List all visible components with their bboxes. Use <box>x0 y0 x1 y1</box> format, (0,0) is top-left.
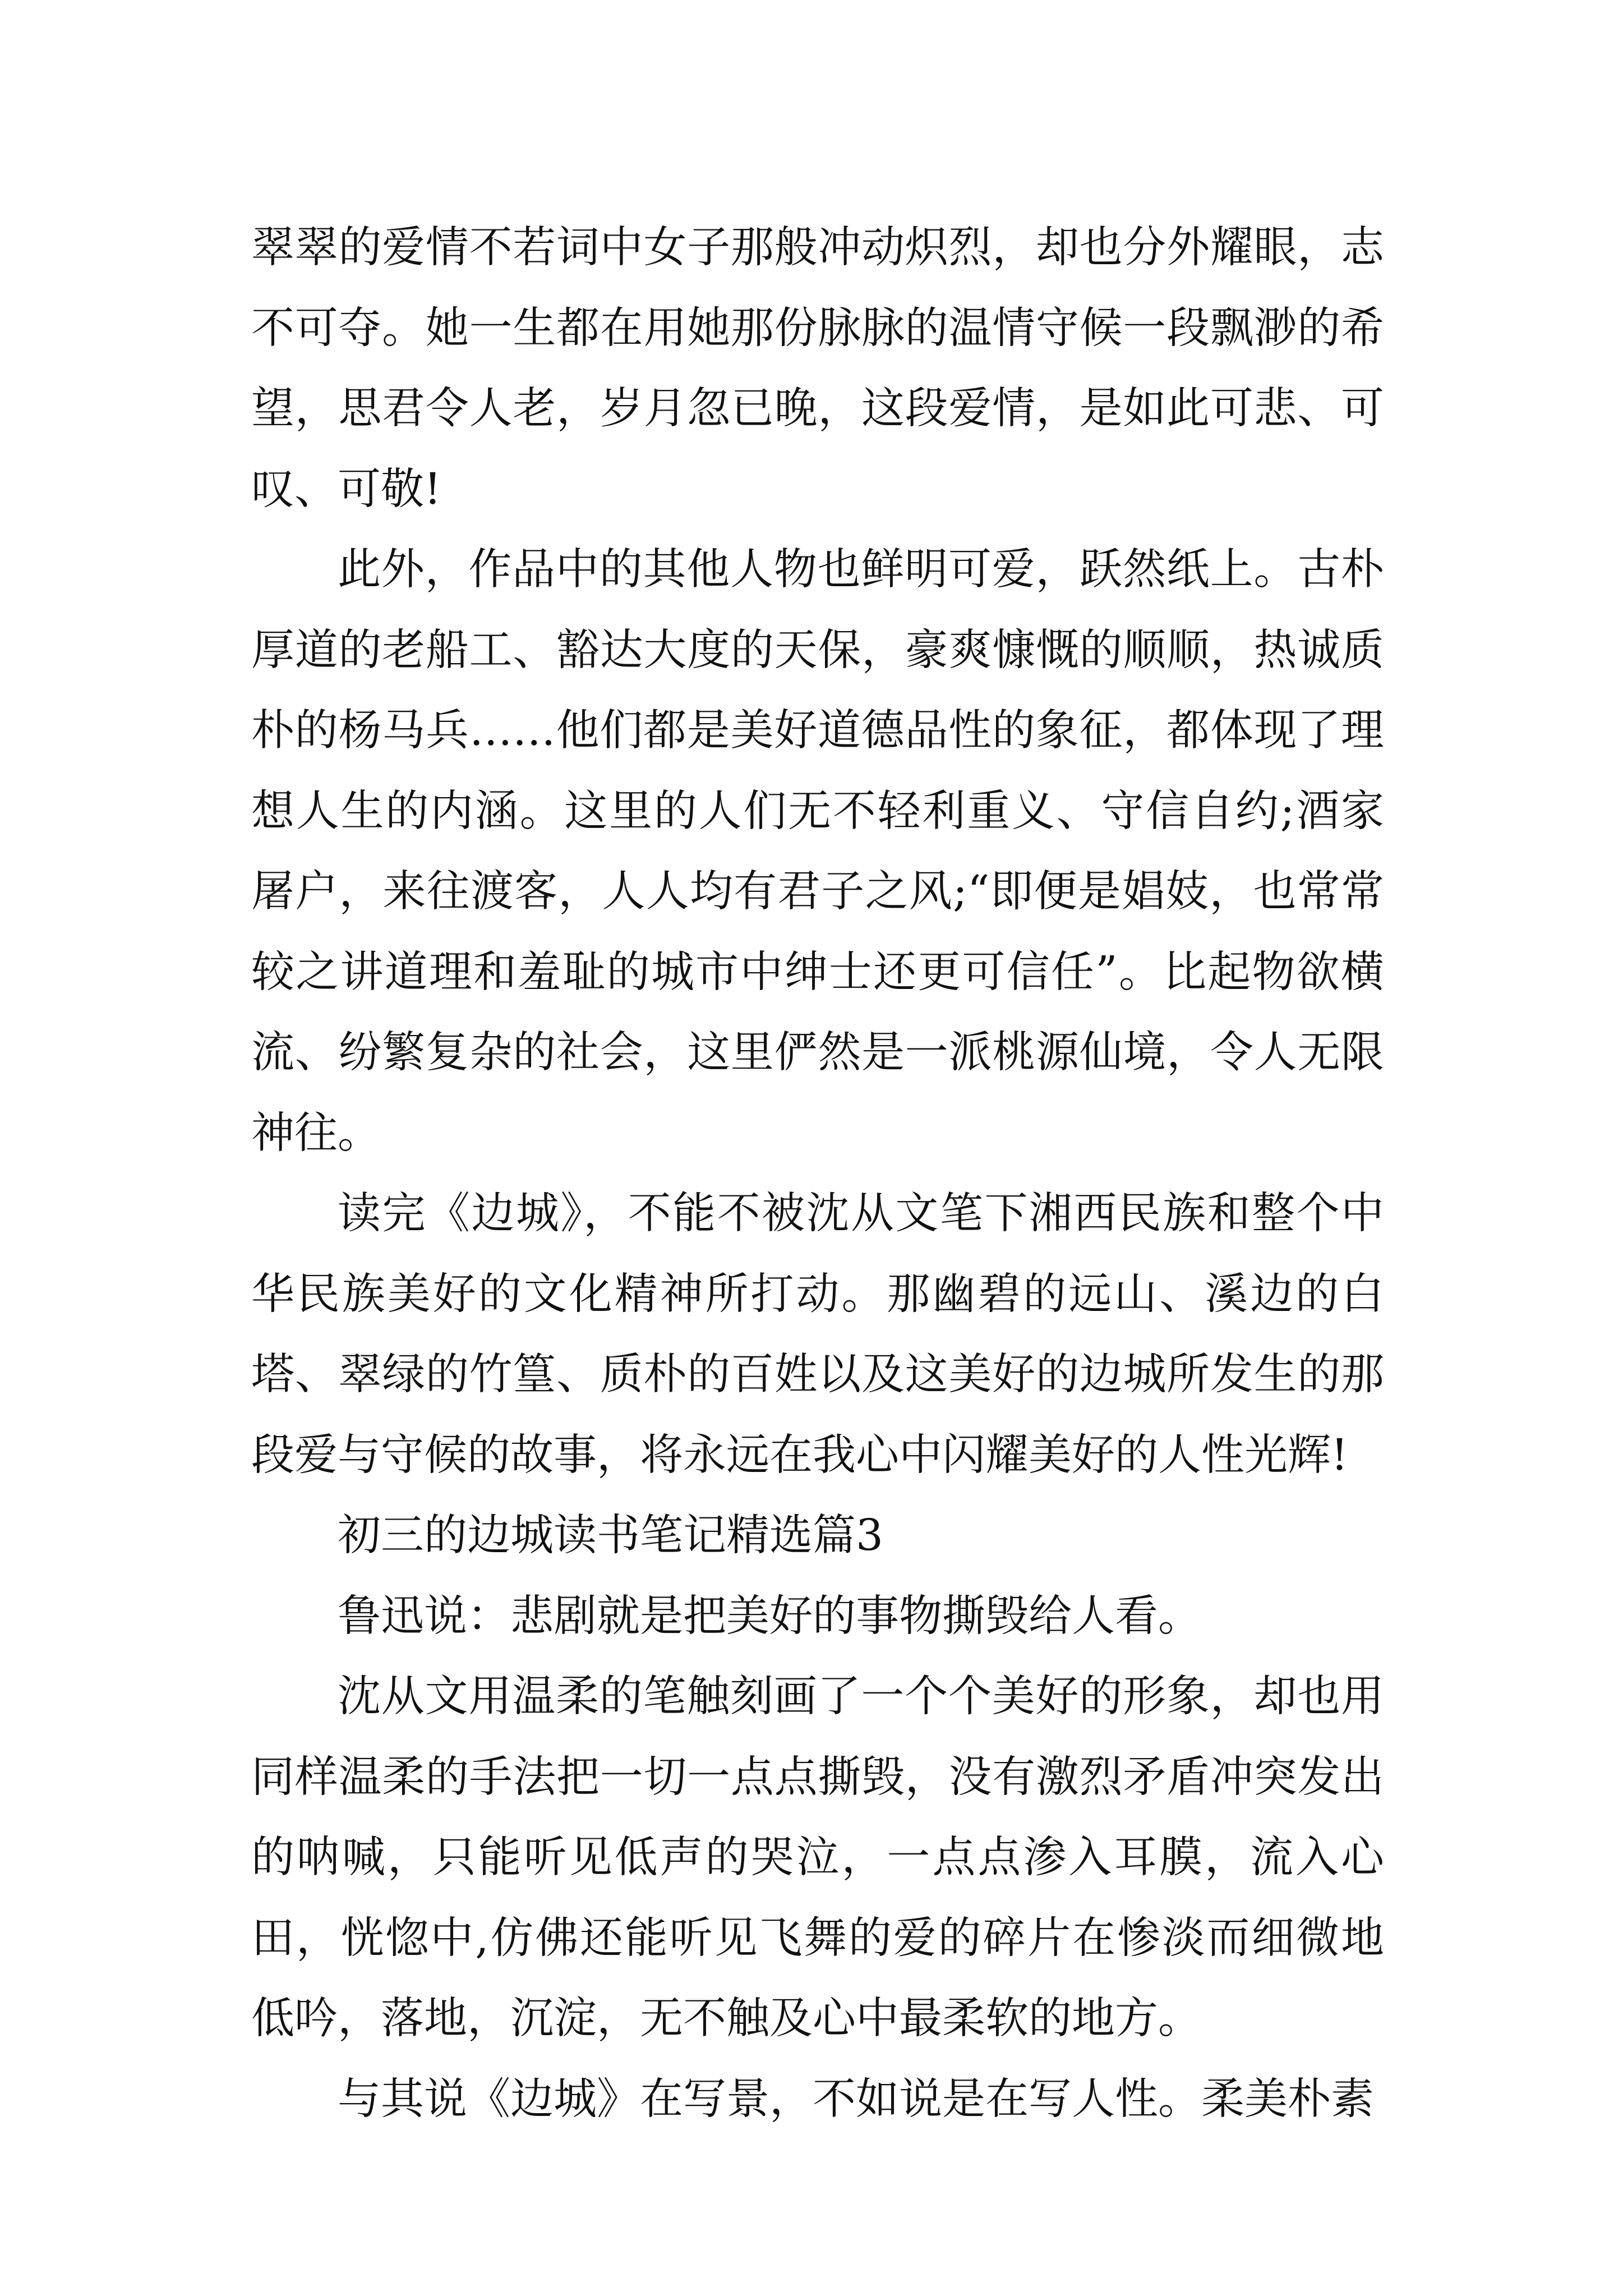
document-body <box>251 208 1384 2139</box>
paragraph-shen-congwen: 沈从文用温柔的笔触刻画了一个个美好的形象，却也用同样温柔的手法把一切一点点撕毁，没有激烈矛盾冲突发出的呐喊，只能听见低声的哭泣，一点点渗入耳膜，流入心田，恍惚中,仿佛还能听见飞舞的爱的碎片在惨淡而细微地低吟，落地，沉淀，无不触及心中最柔软的地方。 <box>251 1672 1384 2044</box>
paragraph-after-reading: 读完《边城》，不能不被沈从文笔下湘西民族和整个中华民族美好的文化精神所打动。那幽碧的远山、溪边的白塔、翠绿的竹篁、质朴的百姓以及这美好的边城所发生的那段爱与守候的故事，将永远在我心中闪耀美好的人性光辉! <box>251 1189 1384 1480</box>
section-heading: 初三的边城读书笔记精选篇3 <box>338 1511 883 1561</box>
paragraph-luxun-quote: 鲁迅说：悲剧就是把美好的事物撕毁给人看。 <box>338 1591 1201 1641</box>
paragraph-human-nature: 与其说《边城》在写景，不如说是在写人性。柔美朴素 <box>338 2074 1374 2124</box>
paragraph-cuicui-love: 翠翠的爱情不若词中女子那般冲动炽烈，却也分外耀眼，志不可夺。她一生都在用她那份脉脉的温情守候一段飘渺的希望，思君令人老，岁月忽已晚，这段爱情，是如此可悲、可叹、可敬! <box>251 223 1384 514</box>
paragraph-other-characters: 此外，作品中的其他人物也鲜明可爱，跃然纸上。古朴厚道的老船工、豁达大度的天保，豪爽慷慨的顺顺，热诚质朴的杨马兵……他们都是美好道德品性的象征，都体现了理想人生的内涵。这里的人们无不轻利重义、守信自约;酒家屠户，来往渡客，人人均有君子之风;“即便是娼妓，也常常较之讲道理和羞耻的城市中绅士还更可信任”。比起物欲横流、纷繁复杂的社会，这里俨然是一派桃源仙境，令人无限神往。 <box>251 545 1384 1158</box>
